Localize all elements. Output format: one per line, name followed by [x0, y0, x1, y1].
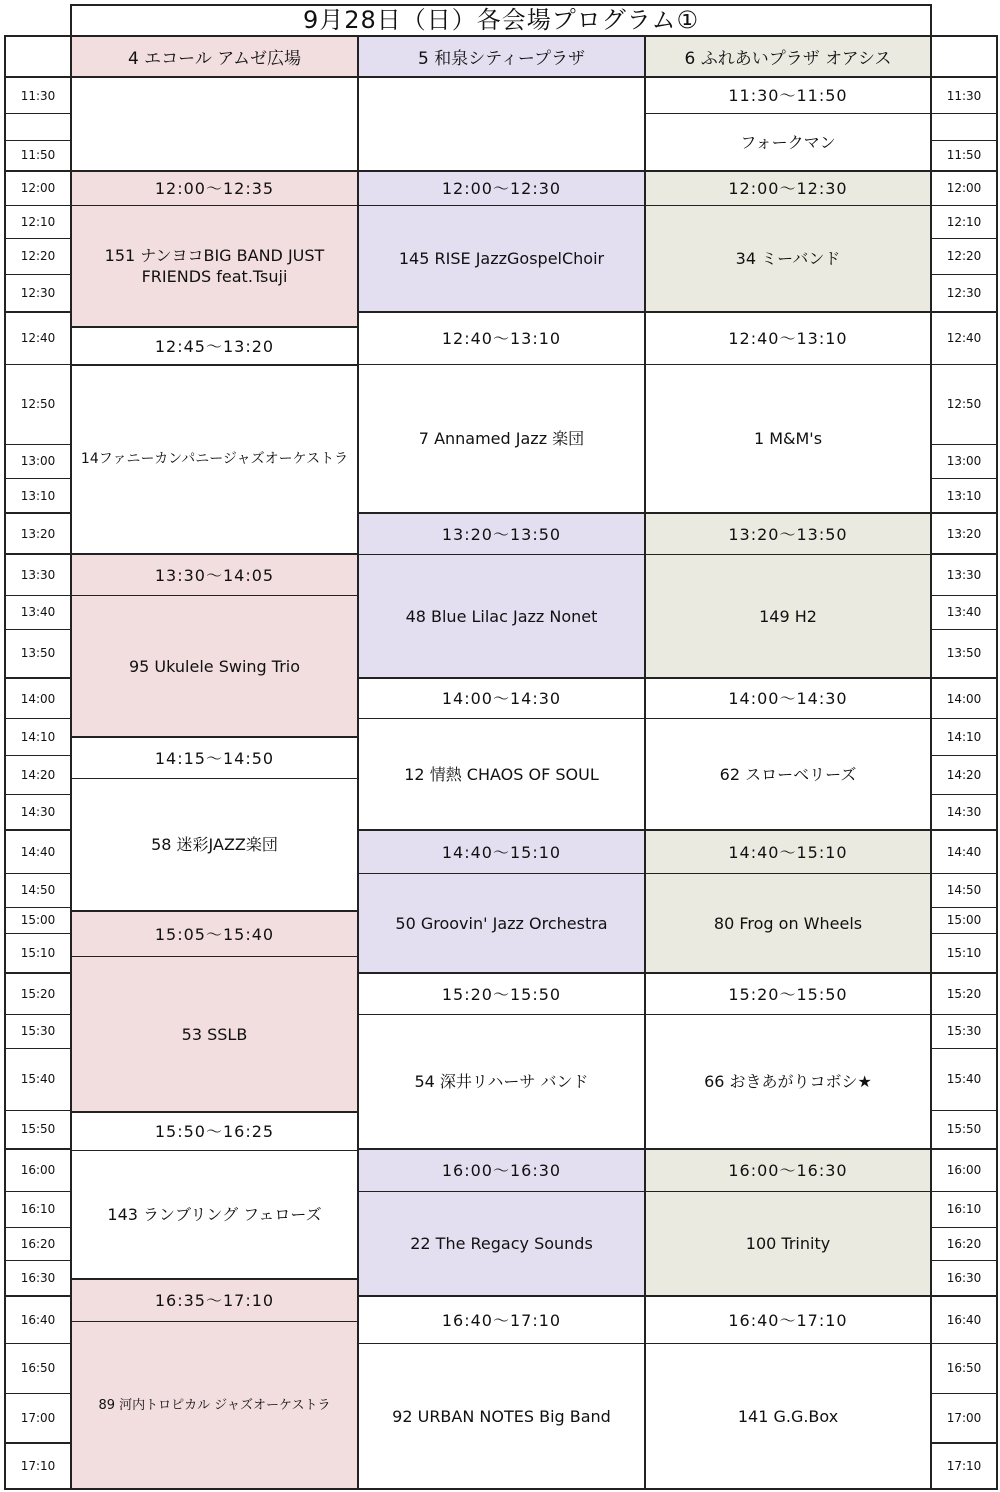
- time-label: 16:20: [946, 1236, 982, 1251]
- time-label: 14:50: [20, 883, 56, 897]
- time-label: 16:30: [20, 1271, 56, 1285]
- performance-time: 14:40～15:10: [359, 829, 644, 873]
- performance-time: 13:20～13:50: [359, 512, 644, 554]
- performance-act: 149 H2: [646, 554, 930, 677]
- performance-act: 145 RISE JazzGospelChoir: [359, 205, 644, 311]
- performance-act: 62 スローベリーズ: [646, 718, 930, 829]
- time-label: 13:20: [20, 527, 56, 541]
- time-column-left: [4, 76, 72, 1490]
- time-label: 15:00: [946, 913, 982, 927]
- time-label: 11:50: [20, 148, 56, 162]
- time-label: 17:10: [946, 1459, 982, 1473]
- performance-act: 48 Blue Lilac Jazz Nonet: [359, 554, 644, 677]
- performance-time: 12:40～13:10: [359, 311, 644, 364]
- performance-act: 100 Trinity: [646, 1191, 930, 1295]
- performance-act: 7 Annamed Jazz 楽団: [359, 364, 644, 512]
- performance-act: 66 おきあがりコボシ★: [646, 1014, 930, 1148]
- performance-time: 12:00～12:30: [359, 170, 644, 205]
- time-label: 15:10: [946, 945, 982, 960]
- time-label: 14:20: [20, 767, 56, 782]
- performance-act: 54 深井リハーサ バンド: [359, 1014, 644, 1148]
- time-label: 16:50: [946, 1361, 982, 1375]
- time-label: 15:30: [946, 1024, 982, 1038]
- time-label: 12:40: [20, 331, 56, 345]
- performance-act: 53 SSLB: [72, 956, 357, 1111]
- time-label: 13:40: [20, 605, 56, 619]
- venue-header-3: 6 ふれあいプラザ オアシス: [644, 35, 932, 78]
- performance-time: 14:15～14:50: [72, 736, 357, 778]
- performance-time: 15:20～15:50: [359, 972, 644, 1014]
- time-label: 11:30: [20, 89, 56, 103]
- venue-column-1: [70, 76, 359, 1490]
- time-label: 15:20: [946, 987, 982, 1001]
- time-label: 14:00: [20, 691, 56, 706]
- performance-act: 95 Ukulele Swing Trio: [72, 595, 357, 736]
- performance-time: 16:00～16:30: [359, 1148, 644, 1191]
- performance-time: 12:45～13:20: [72, 326, 357, 364]
- time-label: 14:30: [946, 804, 982, 819]
- performance-time: 14:40～15:10: [646, 829, 930, 873]
- time-label: 12:50: [946, 397, 982, 411]
- performance-act: 1 M&M's: [646, 364, 930, 512]
- time-label: 13:10: [946, 488, 982, 503]
- performance-act: 50 Groovin' Jazz Orchestra: [359, 873, 644, 972]
- performance-act: 89 河内トロピカル ジャズオーケストラ: [72, 1321, 357, 1488]
- time-label: 13:30: [20, 568, 56, 582]
- time-label: 12:20: [20, 249, 56, 263]
- time-label: 15:20: [20, 987, 56, 1001]
- performance-time: 12:00～12:30: [646, 170, 930, 205]
- time-column-right: [930, 76, 998, 1490]
- time-label: 16:00: [946, 1163, 982, 1177]
- time-label: 17:00: [946, 1411, 982, 1425]
- time-label: 11:30: [946, 89, 982, 103]
- performance-act: 58 迷彩JAZZ楽団: [72, 778, 357, 910]
- performance-act: 143 ランブリング フェローズ: [72, 1150, 357, 1278]
- time-label: 13:00: [946, 453, 982, 468]
- time-label: 14:10: [20, 729, 56, 744]
- performance-time: 11:30～11:50: [728, 86, 848, 105]
- time-label: 17:00: [20, 1411, 56, 1425]
- time-label: 12:00: [946, 181, 982, 195]
- time-label: 17:10: [20, 1459, 56, 1473]
- time-label: 12:00: [20, 181, 56, 195]
- time-label: 16:10: [946, 1202, 982, 1216]
- venue-column-3: [644, 76, 932, 1490]
- performance-time: 15:20～15:50: [646, 972, 930, 1014]
- time-label: 15:40: [20, 1072, 56, 1086]
- performance-time: 15:05～15:40: [72, 910, 357, 956]
- time-label: 15:50: [946, 1122, 982, 1136]
- time-label: 13:10: [20, 488, 56, 503]
- time-label: 14:30: [20, 804, 56, 819]
- performance-act: フォークマン: [646, 113, 930, 170]
- time-label: 16:50: [20, 1361, 56, 1375]
- time-label: 14:00: [946, 691, 982, 706]
- performance-time: 12:00～12:35: [72, 170, 357, 205]
- time-label: 13:00: [20, 453, 56, 468]
- time-label: 15:10: [20, 945, 56, 960]
- time-label: 14:10: [946, 729, 982, 744]
- header-blank-left: [4, 35, 72, 78]
- venue-column-2: [357, 76, 646, 1490]
- time-label: 13:50: [20, 646, 56, 660]
- time-label: 15:00: [20, 913, 56, 927]
- grid-line: [6, 113, 70, 114]
- performance-time: 16:40～17:10: [359, 1295, 644, 1343]
- grid-line: [932, 113, 996, 114]
- time-label: 14:40: [946, 845, 982, 859]
- time-label: 16:10: [20, 1202, 56, 1216]
- time-label: 12:50: [20, 397, 56, 411]
- time-label: 13:20: [946, 527, 982, 541]
- performance-act: 14ファニーカンパニージャズオーケストラ: [72, 364, 357, 553]
- performance-time: 16:35～17:10: [72, 1278, 357, 1321]
- time-label: 11:50: [946, 148, 982, 162]
- time-label: 15:50: [20, 1122, 56, 1136]
- performance-act: 34 ミーバンド: [646, 205, 930, 311]
- performance-time: 13:30～14:05: [72, 553, 357, 595]
- time-label: 12:20: [946, 249, 982, 263]
- time-label: 16:00: [20, 1163, 56, 1177]
- time-label: 13:30: [946, 568, 982, 582]
- time-label: 12:30: [20, 285, 56, 300]
- performance-time: 16:40～17:10: [646, 1295, 930, 1343]
- performance-act: 22 The Regacy Sounds: [359, 1191, 644, 1295]
- performance-time: 16:00～16:30: [646, 1148, 930, 1191]
- performance-act: 12 情熱 CHAOS OF SOUL: [359, 718, 644, 829]
- header-blank-right: [930, 35, 998, 78]
- performance-time: 14:00～14:30: [359, 677, 644, 718]
- page-title: 9月28日（日）各会場プログラム①: [70, 4, 932, 37]
- performance-act: 92 URBAN NOTES Big Band: [359, 1343, 644, 1488]
- time-label: 12:10: [946, 214, 982, 229]
- time-label: 16:30: [946, 1271, 982, 1285]
- performance-time: 12:40～13:10: [646, 311, 930, 364]
- performance-act: 80 Frog on Wheels: [646, 873, 930, 972]
- time-label: 13:40: [946, 605, 982, 619]
- time-label: 12:40: [946, 331, 982, 345]
- time-label: 16:40: [20, 1313, 56, 1327]
- performance-act: 151 ナンヨコBIG BAND JUST FRIENDS feat.Tsuji: [72, 205, 357, 326]
- time-label: 14:20: [946, 767, 982, 782]
- performance-time: 13:20～13:50: [646, 512, 930, 554]
- time-label: 14:50: [946, 883, 982, 897]
- time-label: 13:50: [946, 646, 982, 660]
- time-label: 15:40: [946, 1072, 982, 1086]
- time-label: 16:20: [20, 1236, 56, 1251]
- time-label: 12:30: [946, 285, 982, 300]
- time-label: 14:40: [20, 845, 56, 859]
- performance-act: 141 G.G.Box: [646, 1343, 930, 1488]
- time-label: 16:40: [946, 1313, 982, 1327]
- time-label: 12:10: [20, 214, 56, 229]
- performance-time: 14:00～14:30: [646, 677, 930, 718]
- performance-time: 15:50～16:25: [72, 1111, 357, 1150]
- venue-header-2: 5 和泉シティープラザ: [357, 35, 646, 78]
- venue-header-1: 4 エコール アムゼ広場: [70, 35, 359, 78]
- time-label: 15:30: [20, 1024, 56, 1038]
